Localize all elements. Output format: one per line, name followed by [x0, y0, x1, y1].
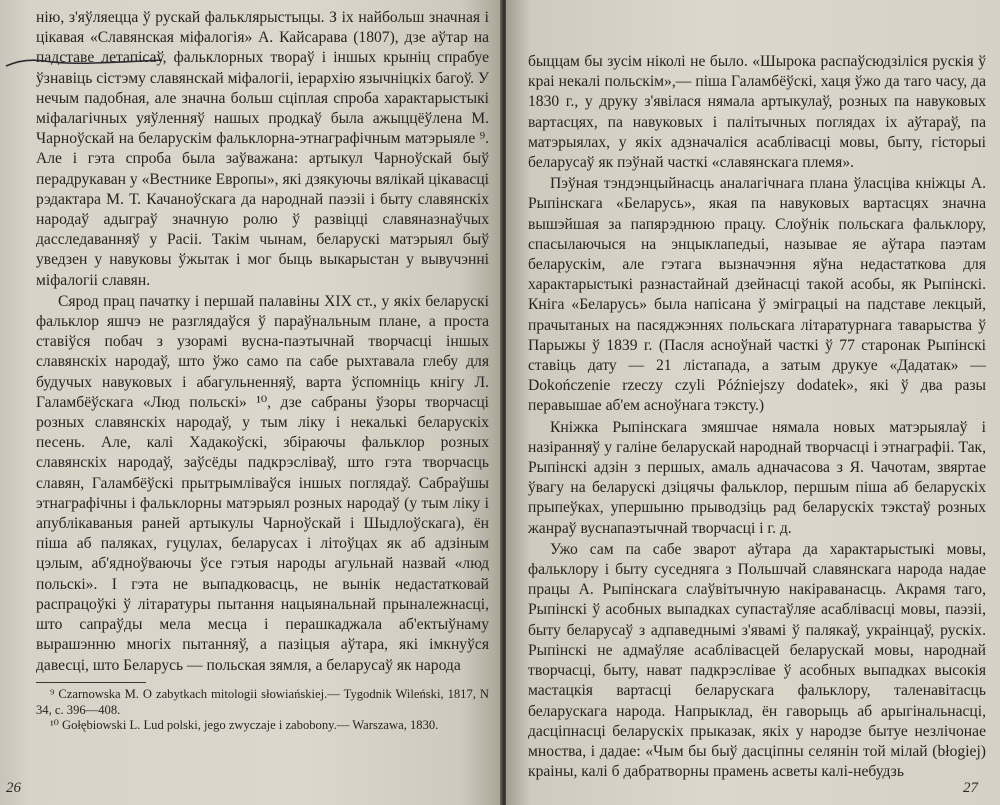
paragraph: быццам бы зусім ніколі не было. «Шырока распаўсюдзіліся рускія ў краі некалі польскім»,— піша Галамбёўскі, хаця ўжо да таго часу, да 1830 г., у друку з'явілася нямала артыкулаў, розных па навуковых вартасцях, па навуковых і палітычных поглядах іх аўтараў, па матэрыялах, у якіх адзначаліся асаблівасці мовы, быту, гісторыі беларусаў як пэўнай часткі «славянскага племя». — [528, 53, 986, 172]
paragraph: Ужо сам па сабе зварот аўтара да характарыстыкі мовы, фальклору і быту суседняга з Польшчай славянскага народа надае працы А. Рыпінскага слаўвітычную накіраванасць. Акрамя таго, Рыпінскі ў асобных выпадках супастаўляе асаблівасці мовы, паэзіі, быту беларусаў з адпаведнымі з'явамі ў палякаў, украінцаў, рускіх. Рыпінскі не адмаўляе асаблівасцей беларускай мовы, народнай творчасці, быту, нават падкрэслівае ў асобных выпадках высокія мастацкія вартасці беларускага фальклору, таленавітасць беларускага народа. Напрыклад, ён гаворыць аб арыгінальнасці, дасціпнасці беларускіх прыказак, якіх у народзе бытуе незлічонае мноства, і дадае: «Чым бы быў дасціпны селянін той мілай (błogiej) краіны, калі б дабратворны прамень асветы калі-небудзь — [528, 540, 986, 781]
footnote-divider — [36, 682, 146, 683]
right-body-text — [528, 52, 986, 782]
footnote: ⁹ Czarnowska M. O zabytkach mitologii słowiańskiej.— Tygodnik Wileński, 1817, N 34, c. 396—408. — [36, 686, 489, 717]
page-number: 26 — [6, 780, 21, 796]
pen-underline-mark — [4, 52, 164, 72]
left-body-text — [36, 8, 489, 676]
footnote: ¹⁰ Gołębiowski L. Lud polski, jego zwyczaje i zabobony.— Warszawa, 1830. — [50, 718, 439, 733]
right-page — [506, 0, 1000, 805]
paragraph: нію, з'яўляецца ў рускай фальклярыстыцы. З іх найбольш значная і цікавая «Славянская міфалогія» А. Кайсарава (1807), дзе аўтар на падставе летапісаў, фальклорных твораў і іншых крыніц спрабуе ўзнавіць сістэму славянскай міфалогіі, іерархію язычніцкіх багоў. У нечым падобная, але значна больш сціплая спроба характарыстыкі міфалагічных уяўленняў нашых продкаў была ажыццёўлена М. Чарноўскай на беларускім фальклорна-этнаграфічным матэрыяле ⁹. Але і гэта спроба была заўважана: артыкул Чарноўскай быў перадрукаван у «Вестнике Европы», які дзякуючы вялікай цікавасці рэдактара М. Т. Качаноўскага да народнай паэзіі і быту славянскіх народаў адыграў значную ролю ў развіцці славяназнаўчых дасследаванняў у Расіі. Такім чынам, беларускі матэрыял быў уведзен у навуковы ўжытак і мог быць выкарыстан у вывучэнні міфалогіі славян. — [36, 9, 489, 289]
paragraph: Пэўная тэндэнцыйнасць аналагічнага плана ўласціва кніжцы А. Рыпінскага «Беларусь», якая па навуковых вартасцях значна вышэйшая за папярэднюю працу. Слоўнік польскага фальклору, спасылаючыся на энцыклапедыі, называе яе аўтара паэтам беларускім, але гэтага вызначэння яўна недастаткова для характарыстыкі разнастайнай дзейнасці такой асобы, як Рыпінскі. Кніга «Беларусь» была напісана ў эміграцыі на падставе лекцый, прачытаных на пасяджэннях польскага літаратурнага таварыства ў Парыжы ў 1839 г. (Пасля асноўнай часткі ў 77 старонак Рыпінскі ставіць дату — 21 лістапада, а затым друкуе «Дадатак» — Dokończenie rzeczy czyli Późniejszy dodatek», які ў два разы перавышае аб'ем асноўнага тэксту.) — [528, 175, 986, 415]
paragraph: Кніжка Рыпінскага змяшчае нямала новых матэрыялаў і назіранняў у галіне беларускай народнай творчасці і этнаграфіі. Так, Рыпінскі адзін з першых, амаль адначасова з Я. Чачотам, звяртае ўвагу на беларускі дзіцячы фальклор, першым піша аб беларускіх прыпеўках, упершыню прыводзіць рад беларускіх тэкстаў розных жанраў вуснапаэтычнай творчасці і г. д. — [528, 418, 986, 537]
paragraph: Сярод прац пачатку і першай палавіны XIX ст., у якіх беларускі фальклор яшчэ не разглядаўся ў параўнальным плане, а проста ставіўся побач з узорамі вусна-паэтычнай творчасці іншых славянскіх народаў, што ўжо само па сабе рыхтавала глебу для будучых навуковых і абагульненняў, варта ўспомніць кнігу Л. Галамбёўскага «Люд польскі» ¹⁰, дзе сабраны ўзоры творчасці розных славянскіх народаў, у тым ліку і некалькі беларускіх песень. Але, калі Хадакоўскі, збіраючы фальклор розных славянскіх народаў, заўсёды падкрэсліваў, што гэта творчасць славян, Галамбёўскі прытрымліваўся іншых поглядаў. Сабраўшы этнаграфічны і фальклорны матэрыял розных народаў (у тым ліку і апублікаваныя раней артыкулы Чарноўскай і Шыдлоўскага), ён піша аб паляках, гуцулах, беларусах і літоўцах як аб адзіным цэлым, аб'ядноўваючы ўсе гэтыя народы агульнай назвай «люд польскі». І гэта не выпадковасць, не вынік недастатковай распрацоўкі ў літаратуры пытання нацыянальнай прыналежнасці, што сапраўды мела месца і перашкаджала аб'ектыўнаму вырашэнню многіх пытанняў, а пазіцыя аўтара, які імкнуўся давесці, што Беларусь — польская зямля, а беларусаў як народа — [36, 292, 489, 674]
footnotes — [36, 687, 489, 734]
page-number: 27 — [963, 780, 978, 796]
